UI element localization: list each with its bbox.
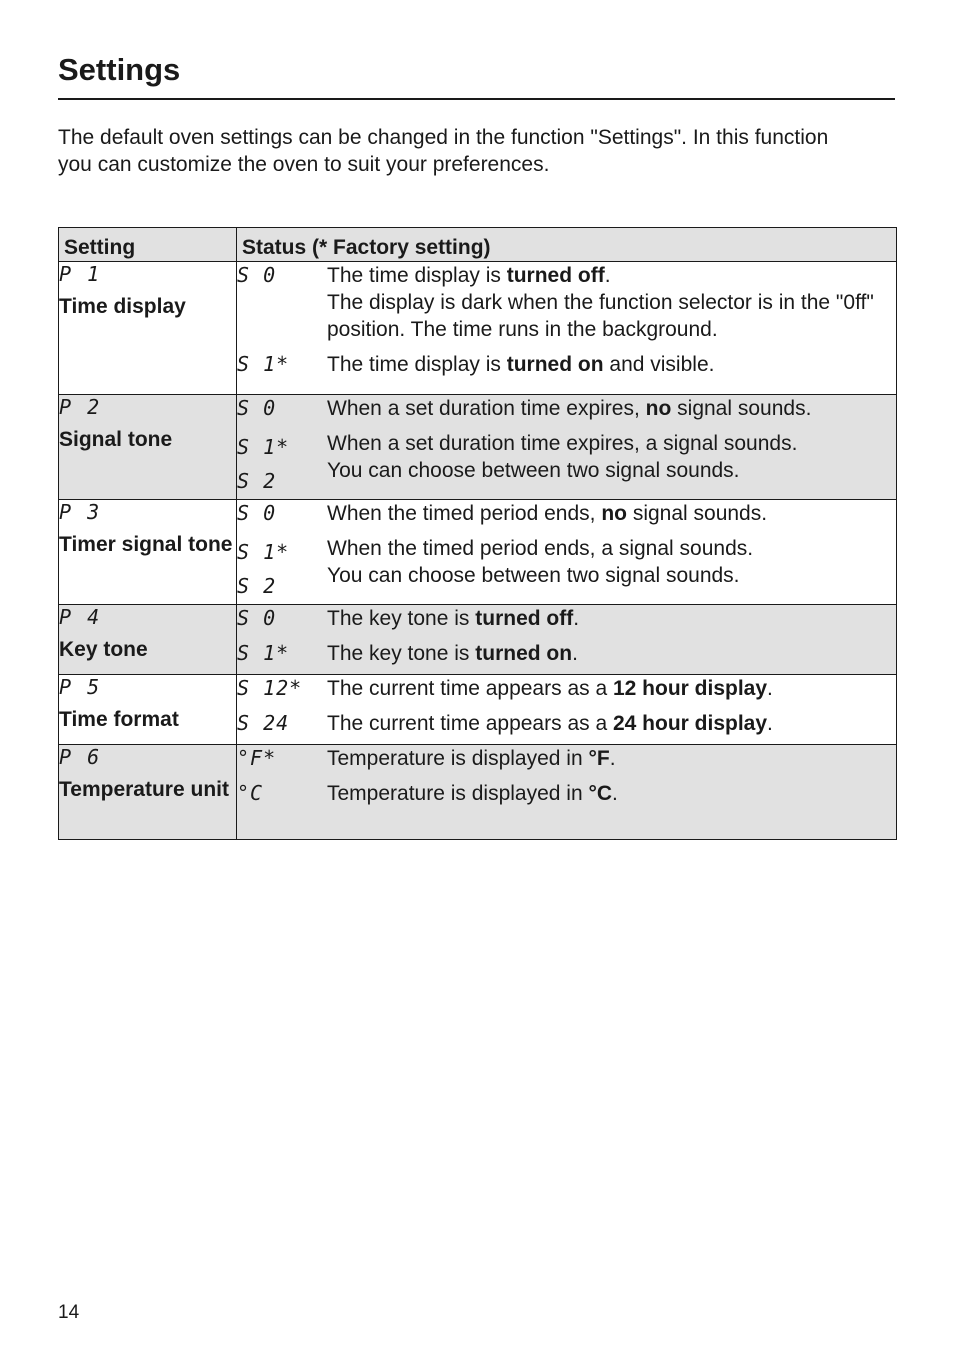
option-text: The current time appears as a 12 hour display. — [327, 677, 773, 700]
option-code: S 2 — [237, 574, 277, 598]
setting-name: Time format — [59, 708, 179, 731]
option-code: °C — [237, 781, 264, 805]
table-row-p4 — [59, 605, 897, 675]
option-code: S 1* — [237, 540, 290, 564]
setting-name: Time display — [59, 295, 186, 318]
option-code: S 1* — [237, 641, 290, 665]
setting-cell — [59, 605, 237, 675]
page-title: Settings — [58, 52, 181, 87]
setting-code: P 1 — [59, 262, 102, 286]
option-code: S 1* — [237, 435, 290, 459]
status-cell — [237, 395, 897, 500]
setting-cell — [59, 262, 237, 395]
table-row-p5 — [59, 675, 897, 745]
status-cell — [237, 605, 897, 675]
setting-name: Timer signal tone — [59, 533, 233, 556]
option-code: S 12* — [237, 676, 303, 700]
setting-cell — [59, 675, 237, 745]
option-code: S 24 — [237, 711, 290, 735]
option-text: When a set duration time expires, no signal sounds. — [327, 397, 812, 420]
status-cell — [237, 262, 897, 395]
option-text: When a set duration time expires, a signal sounds. You can choose between two signal sounds. — [327, 432, 798, 482]
header-status: Status (* Factory setting) — [237, 228, 897, 262]
option-text: The key tone is turned on. — [327, 642, 578, 665]
option-text: The time display is turned off. The display is dark when the function selector is in the "0ff" position. The time runs in the background. — [327, 264, 874, 341]
setting-cell — [59, 395, 237, 500]
setting-cell — [59, 745, 237, 840]
setting-code: P 3 — [59, 500, 102, 524]
option-code: °F* — [237, 746, 277, 770]
option-code: S 1* — [237, 352, 290, 376]
status-cell — [237, 500, 897, 605]
status-cell — [237, 745, 897, 840]
setting-name: Key tone — [59, 638, 148, 661]
option-text: The time display is turned on and visible. — [327, 353, 715, 376]
option-code: S 0 — [237, 501, 277, 525]
intro-paragraph: The default oven settings can be changed in the function "Settings". In this function you can customize the oven to suit your preferences. — [58, 126, 829, 176]
option-text: When the timed period ends, no signal sounds. — [327, 502, 768, 525]
setting-code: P 4 — [59, 605, 102, 629]
table-row-p6 — [59, 745, 897, 840]
table-row-p3 — [59, 500, 897, 605]
option-text: Temperature is displayed in °F. — [327, 747, 616, 770]
option-text: Temperature is displayed in °C. — [327, 782, 618, 805]
setting-code: P 5 — [59, 675, 102, 699]
status-cell — [237, 675, 897, 745]
title-rule — [58, 98, 895, 100]
option-text: When the timed period ends, a signal sounds. You can choose between two signal sounds. — [327, 537, 754, 587]
header-setting: Setting — [59, 228, 237, 262]
option-code: S 2 — [237, 469, 277, 493]
table-row-p2 — [59, 395, 897, 500]
setting-name: Signal tone — [59, 428, 173, 451]
setting-cell — [59, 500, 237, 605]
setting-name: Temperature unit — [59, 778, 229, 801]
page-number: 14 — [58, 1302, 80, 1323]
option-code: S 0 — [237, 606, 277, 630]
table-row-p1 — [59, 262, 897, 395]
setting-code: P 2 — [59, 395, 102, 419]
option-code: S 0 — [237, 396, 277, 420]
setting-code: P 6 — [59, 745, 102, 769]
table-header-row — [59, 228, 897, 262]
option-code: S 0 — [237, 263, 277, 287]
settings-table — [58, 227, 897, 840]
option-text: The key tone is turned off. — [327, 607, 580, 630]
option-text: The current time appears as a 24 hour display. — [327, 712, 773, 735]
